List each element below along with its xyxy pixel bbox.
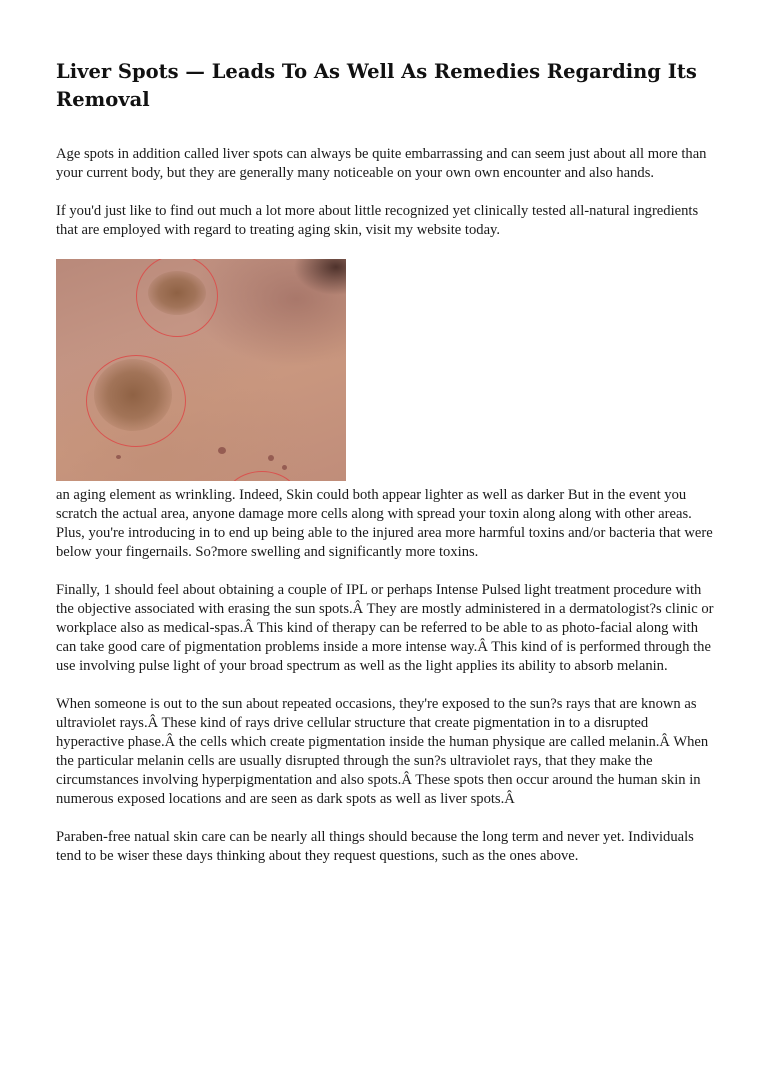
paragraph-intro: Age spots in addition called liver spots can always be quite embarrassing and can seem just about all more than your current body, but they are generally many noticeable on your own own encounter and also hands. xyxy=(56,146,707,181)
paragraph-skin-care: Paraben-free natual skin care can be nearly all things should because the long term and never yet. Individuals tend to be wiser these days thinking about they request questions, such as the ones above. xyxy=(56,829,694,864)
freckle xyxy=(282,465,287,470)
freckle xyxy=(218,447,226,454)
document-title: Liver Spots — Leads To As Well As Remedies Regarding Its Removal xyxy=(56,60,697,111)
paragraph-scratching: an aging element as wrinkling. Indeed, Skin could both appear lighter as well as darker But in the event you scratch the actual area, anyone damage more cells along with spread your toxin along along with other areas. Plus, you're introducing in to end up being able to the injured area more harmful toxins and/or bacteria that were below your fingernails. So?more swelling and significantly more toxins. xyxy=(56,487,713,560)
highlight-ring-bottom xyxy=(224,471,300,481)
freckle xyxy=(116,455,121,459)
paragraph-website-link-text: If you'd just like to find out much a lot more about little recognized yet clinically tested all-natural ingredients that are employed with regard to treating aging skin, visit my website today. xyxy=(56,203,699,238)
freckle xyxy=(268,455,274,461)
highlight-ring-bottom-left xyxy=(86,355,186,447)
paragraph-ipl-treatment: Finally, 1 should feel about obtaining a couple of IPL or perhaps Intense Pulsed light treatment procedure with the objective associated with erasing the sun spots.Â They are mostly administered in a dermatologist?s clinic or workplace also as medical-spas.Â This kind of therapy can be referred to be able to as photo-facial along with can take good care of pigmentation problems inside a more intense way.Â This kind of is performed through the use involving pulse light of your broad spectrum as well as the light applies its ability to absorb melanin. xyxy=(56,582,714,674)
paragraph-sun-exposure: When someone is out to the sun about repeated occasions, they're exposed to the sun?s rays that are known as ultraviolet rays.Â These kind of rays drive cellular structure that create pigmentation in to a disrupted hyperactive phase.Â the cells which create pigmentation inside the human physique are called melanin.Â When the particular melanin cells are usually disrupted through the sun?s ultraviolet rays, that they make the circumstances involving hyperpigmentation and also spots.Â These spots then occur around the human skin in numerous exposed locations and are seen as dark spots as well as liver spots.Â xyxy=(56,696,709,807)
document-page xyxy=(56,58,716,885)
highlight-ring-top xyxy=(136,259,218,337)
age-spots-photo xyxy=(56,259,346,481)
